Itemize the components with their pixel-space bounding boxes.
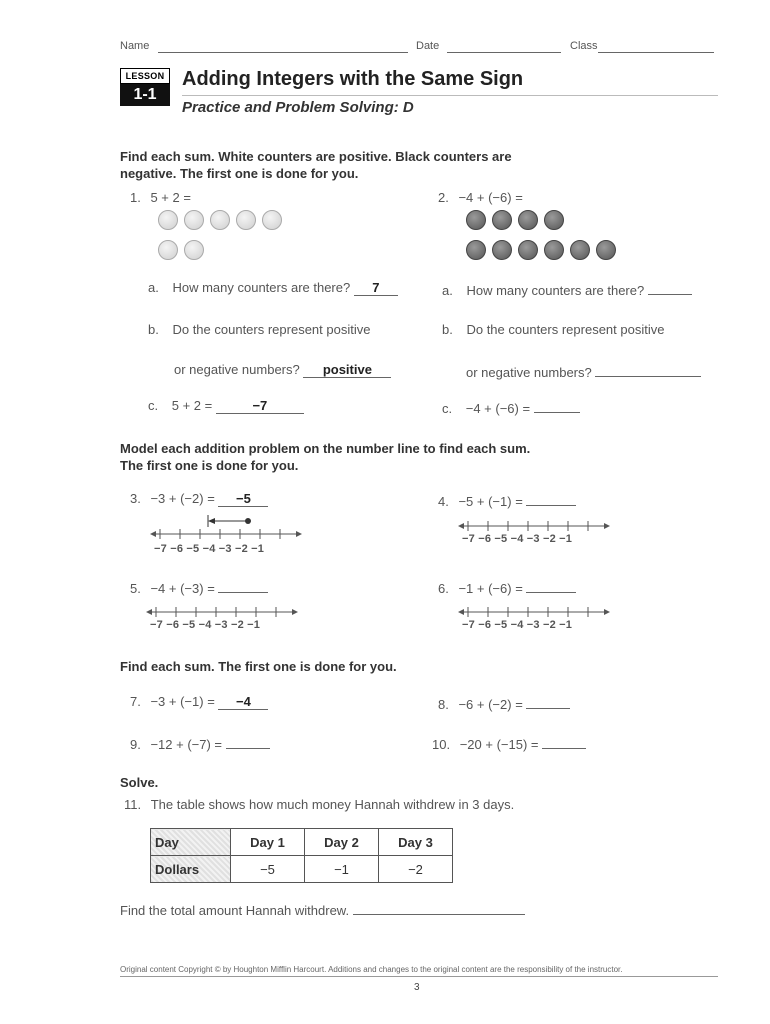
white-counter <box>262 210 282 230</box>
problem-1a <box>148 280 398 296</box>
table-header-cell: Day 1 <box>231 829 305 856</box>
problem-expression: 5 + 2 = <box>150 190 191 205</box>
problem-3 <box>130 491 268 507</box>
problem-7 <box>130 694 268 710</box>
problem-number: 6. <box>438 581 449 596</box>
date-field[interactable] <box>447 40 561 53</box>
black-counter <box>596 240 616 260</box>
title-divider <box>182 95 718 96</box>
problem-expression: −6 + (−2) = <box>458 697 523 712</box>
problem-number: 10. <box>432 737 451 752</box>
name-field[interactable] <box>158 40 408 53</box>
answer-field[interactable] <box>542 734 586 749</box>
sub-letter: a. <box>148 280 159 295</box>
sub-letter: c. <box>148 398 159 413</box>
problem-8 <box>438 694 570 712</box>
sub-question: or negative numbers? <box>174 362 300 377</box>
problem-2 <box>438 190 523 205</box>
instructions-line: negative. The first one is done for you. <box>120 166 359 181</box>
table-header-cell: Day 2 <box>305 829 379 856</box>
class-field[interactable] <box>598 40 714 53</box>
problem-expression: −3 + (−1) = <box>150 694 215 709</box>
start-point <box>245 518 251 524</box>
problem-expression: −20 + (−15) = <box>459 737 539 752</box>
sub-question: How many counters are there? <box>466 283 645 298</box>
problem-expression: −12 + (−7) = <box>150 737 223 752</box>
number-line-labels: −7 −6 −5 −4 −3 −2 −1 <box>462 533 573 545</box>
white-counters-row-1 <box>158 210 288 235</box>
problem-number: 3. <box>130 491 141 506</box>
problem-1c <box>148 398 304 414</box>
problem-1 <box>130 190 191 205</box>
problem-number: 7. <box>130 694 141 709</box>
problem-6 <box>438 578 576 596</box>
sub-question: How many counters are there? <box>172 280 351 295</box>
white-counter <box>158 240 178 260</box>
problem-5 <box>130 578 268 596</box>
problem-number: 2. <box>438 190 449 205</box>
answer-field[interactable] <box>526 578 576 593</box>
sub-letter: b. <box>442 322 453 337</box>
answer-field[interactable] <box>595 362 701 377</box>
black-counter <box>570 240 590 260</box>
answer-field[interactable]: 7 <box>354 280 398 296</box>
sub-question: Do the counters represent positive <box>172 322 371 337</box>
black-counter <box>466 210 486 230</box>
problem-10 <box>432 734 586 752</box>
problem-9 <box>130 734 270 752</box>
table-cell: −5 <box>231 856 305 883</box>
withdrawal-table <box>150 828 453 883</box>
answer-field[interactable] <box>534 398 580 413</box>
sub-question: 5 + 2 = <box>171 398 213 413</box>
problem-text: Find the total amount Hannah withdrew. <box>120 903 350 918</box>
problem-2c <box>442 398 580 416</box>
number-line-labels: −7 −6 −5 −4 −3 −2 −1 <box>150 619 261 631</box>
answer-field[interactable] <box>226 734 270 749</box>
date-label: Date <box>416 40 440 52</box>
problem-number: 4. <box>438 494 449 509</box>
problem-2b-line2 <box>466 362 701 380</box>
table-header-cell: Dollars <box>151 856 231 883</box>
problem-11 <box>124 797 514 812</box>
instructions-line: The first one is done for you. <box>120 458 299 473</box>
section3-instructions: Find each sum. The first one is done for you. <box>120 659 397 674</box>
page-title: Adding Integers with the Same Sign <box>182 68 524 90</box>
section2-instructions <box>120 440 530 474</box>
white-counter <box>210 210 230 230</box>
name-label: Name <box>120 40 150 52</box>
problem-2b <box>442 322 664 337</box>
problem-number: 9. <box>130 737 141 752</box>
problem-expression: −5 + (−1) = <box>458 494 523 509</box>
white-counter <box>184 240 204 260</box>
instructions-line: Find each sum. White counters are positive. Black counters are <box>120 149 512 164</box>
lesson-number: 1-1 <box>120 84 170 106</box>
page-number: 3 <box>414 982 420 993</box>
footer-divider <box>120 976 718 977</box>
copyright-notice: Original content Copyright © by Houghton Mifflin Harcourt. Additions and changes to the original content are the responsibility of the instructor. <box>120 965 623 974</box>
white-counter <box>236 210 256 230</box>
problem-expression: −4 + (−3) = <box>150 581 215 596</box>
problem-expression: −1 + (−6) = <box>458 581 523 596</box>
lesson-badge <box>120 68 170 106</box>
white-counter <box>158 210 178 230</box>
answer-field[interactable] <box>218 578 268 593</box>
black-counter <box>492 210 512 230</box>
problem-4 <box>438 491 576 509</box>
answer-field[interactable] <box>648 280 692 295</box>
table-cell: −2 <box>379 856 453 883</box>
answer-field[interactable]: −4 <box>218 694 268 710</box>
table-row <box>151 856 453 883</box>
problem-number: 11. <box>124 797 142 812</box>
problem-number: 1. <box>130 190 141 205</box>
problem-1b <box>148 322 370 337</box>
problem-text: The table shows how much money Hannah withdrew in 3 days. <box>150 797 515 812</box>
problem-expression: −4 + (−6) = <box>458 190 523 205</box>
problem-11-question <box>120 900 525 918</box>
answer-field[interactable]: −7 <box>216 398 304 414</box>
instructions-line: Model each addition problem on the number line to find each sum. <box>120 441 531 456</box>
problem-1b-line2 <box>174 362 391 378</box>
number-line-labels: −7 −6 −5 −4 −3 −2 −1 <box>462 619 573 631</box>
table-header-cell: Day 3 <box>379 829 453 856</box>
sub-letter: b. <box>148 322 159 337</box>
black-counter <box>544 210 564 230</box>
problem-number: 5. <box>130 581 141 596</box>
answer-field[interactable]: positive <box>303 362 391 378</box>
page-subtitle: Practice and Problem Solving: D <box>182 99 414 116</box>
problem-2a <box>442 280 692 298</box>
black-counter <box>518 210 538 230</box>
black-counters-row-1 <box>466 210 570 235</box>
black-counter <box>518 240 538 260</box>
black-counter <box>492 240 512 260</box>
number-line-3 <box>150 512 310 542</box>
table-row <box>151 829 453 856</box>
answer-field[interactable] <box>353 900 525 915</box>
class-label: Class <box>570 40 598 52</box>
section1-instructions <box>120 148 512 182</box>
table-cell: −1 <box>305 856 379 883</box>
number-line-labels: −7 −6 −5 −4 −3 −2 −1 <box>154 543 265 555</box>
problem-number: 8. <box>438 697 449 712</box>
black-counter <box>466 240 486 260</box>
answer-field[interactable] <box>526 694 570 709</box>
solve-heading: Solve. <box>120 775 159 790</box>
white-counter <box>184 210 204 230</box>
sub-question: −4 + (−6) = <box>465 401 531 416</box>
sub-letter: a. <box>442 283 453 298</box>
black-counter <box>544 240 564 260</box>
answer-field[interactable]: −5 <box>218 491 268 507</box>
white-counters-row-2 <box>158 240 210 265</box>
black-counters-row-2 <box>466 240 622 265</box>
problem-expression: −3 + (−2) = <box>150 491 215 506</box>
sub-question: or negative numbers? <box>466 365 592 380</box>
sub-question: Do the counters represent positive <box>466 322 665 337</box>
lesson-label: LESSON <box>120 68 170 84</box>
sub-letter: c. <box>442 401 453 416</box>
answer-field[interactable] <box>526 491 576 506</box>
table-header-cell: Day <box>151 829 231 856</box>
